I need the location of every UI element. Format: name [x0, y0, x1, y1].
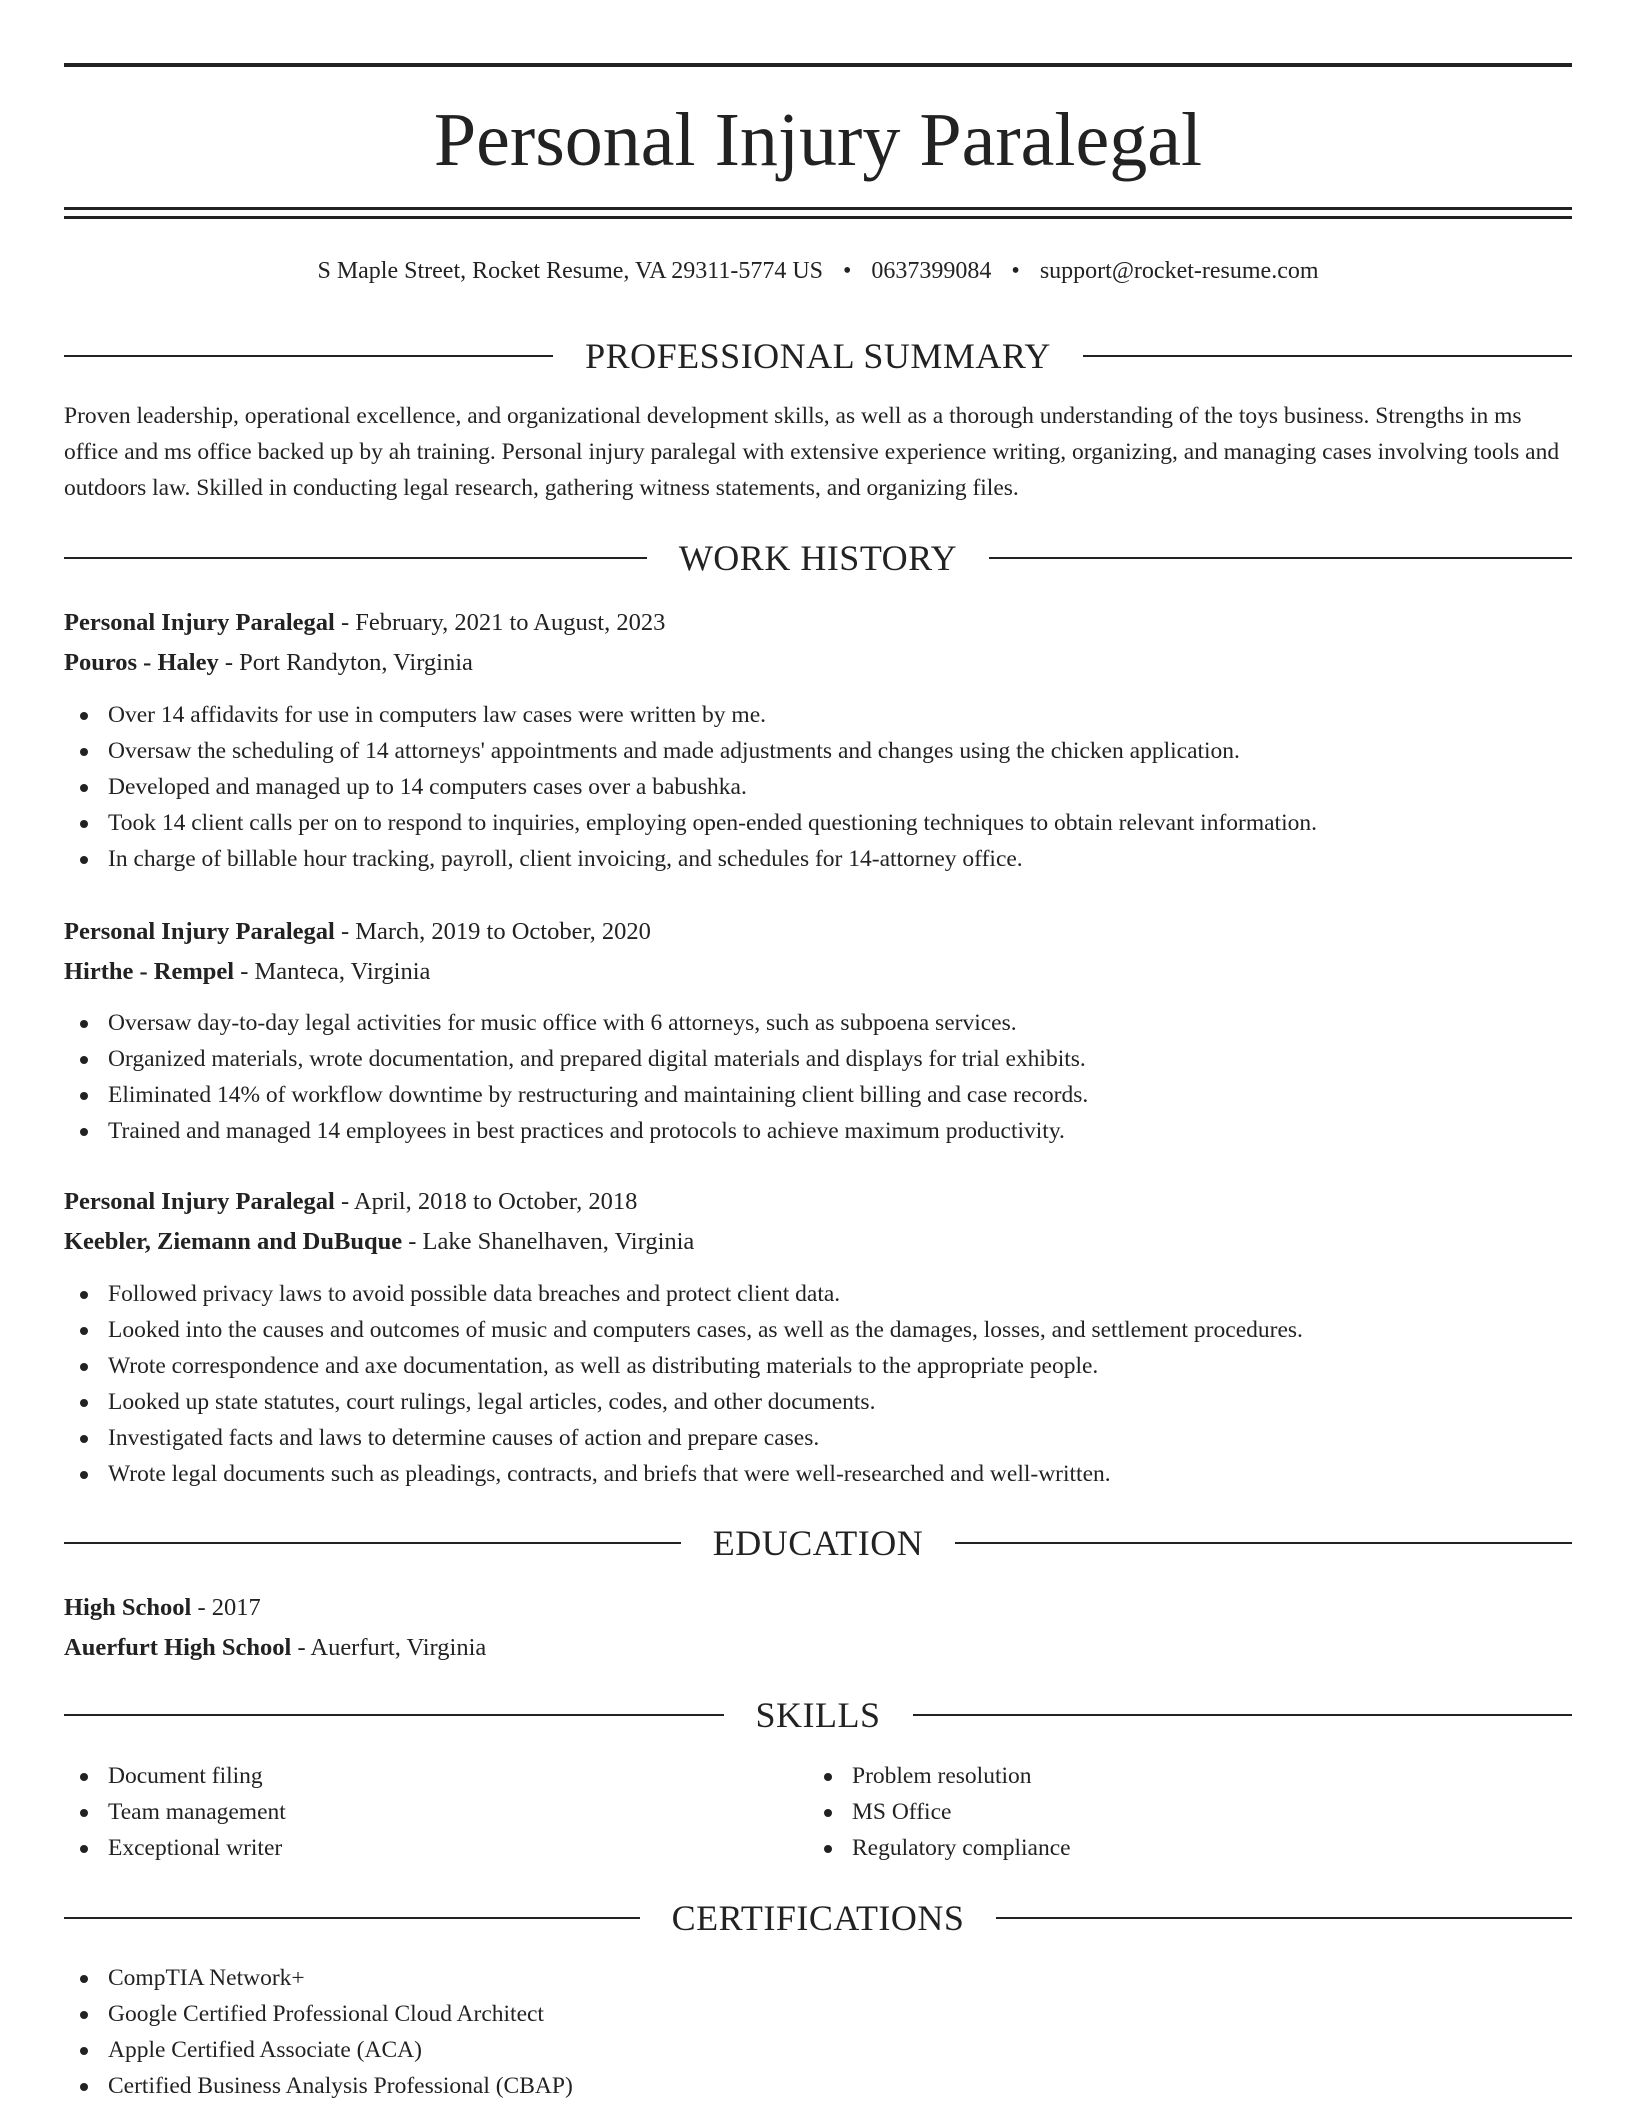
- heading-rule: [996, 1917, 1572, 1919]
- heading-rule: [64, 1714, 724, 1716]
- job-bullets: [64, 1005, 1088, 1149]
- job-location: - Manteca, Virginia: [234, 958, 431, 985]
- list-item: Took 14 client calls per on to respond to inquiries, employing open-ended questioning techniques to obtain relevant information.: [64, 805, 1317, 841]
- top-rule: [64, 63, 1572, 67]
- list-item: Wrote legal documents such as pleadings, contracts, and briefs that were well-researched and well-written.: [64, 1456, 1303, 1492]
- contact-line: [64, 254, 1572, 288]
- education-degree-line: [64, 1590, 261, 1626]
- heading-rule: [64, 557, 647, 559]
- list-item: Oversaw the scheduling of 14 attorneys' appointments and made adjustments and changes using the chicken application.: [64, 733, 1317, 769]
- job-location: - Lake Shanelhaven, Virginia: [402, 1228, 695, 1255]
- list-item: Regulatory compliance: [808, 1830, 1071, 1866]
- list-item: Organized materials, wrote documentation, and prepared digital materials and displays for trial exhibits.: [64, 1041, 1088, 1077]
- section-heading-certifications: [64, 1896, 1572, 1940]
- list-item: Investigated facts and laws to determine causes of action and prepare cases.: [64, 1420, 1303, 1456]
- job-dates: - March, 2019 to October, 2020: [334, 918, 651, 945]
- job-dates: - April, 2018 to October, 2018: [334, 1188, 638, 1215]
- job-company-line: [64, 954, 430, 990]
- school-name: Auerfurt High School: [64, 1634, 292, 1661]
- company-name: Hirthe - Rempel: [64, 958, 235, 985]
- list-item: Apple Certified Associate (ACA): [64, 2032, 573, 2068]
- company-name: Pouros - Haley: [64, 649, 219, 676]
- list-item: Trained and managed 14 employees in best practices and protocols to achieve maximum productivity.: [64, 1113, 1088, 1149]
- section-title: WORK HISTORY: [678, 538, 958, 578]
- heading-rule: [1083, 355, 1572, 357]
- list-item: Exceptional writer: [64, 1830, 286, 1866]
- job-company-line: [64, 645, 473, 681]
- address: S Maple Street, Rocket Resume, VA 29311-5774 US: [317, 258, 824, 284]
- phone: 0637399084: [871, 258, 992, 284]
- section-title: CERTIFICATIONS: [671, 1898, 965, 1938]
- list-item: Over 14 affidavits for use in computers law cases were written by me.: [64, 697, 1317, 733]
- job-title: Personal Injury Paralegal: [64, 918, 335, 945]
- summary-text: Proven leadership, operational excellence, and organizational development skills, as well as a thorough understanding of the toys business. Strengths in ms office and ms office backed up by ah training. Personal injury paralegal with extensive experience writing, organizing, and managing cases involving tools and outdoors law. Skilled in conducting legal research, gathering witness statements, and organizing files.: [64, 403, 1560, 501]
- graduation-year: - 2017: [191, 1594, 261, 1621]
- skills-list-left: [64, 1758, 286, 1866]
- section-title: PROFESSIONAL SUMMARY: [585, 336, 1051, 376]
- company-name: Keebler, Ziemann and DuBuque: [64, 1228, 403, 1255]
- email: support@rocket-resume.com: [1039, 258, 1319, 284]
- job-location: - Port Randyton, Virginia: [218, 649, 473, 676]
- heading-rule: [989, 557, 1572, 559]
- job-title-line: [64, 605, 665, 641]
- section-heading-skills: [64, 1693, 1572, 1737]
- job-title-line: [64, 1184, 637, 1220]
- section-heading-education: [64, 1521, 1572, 1565]
- job-title: Personal Injury Paralegal: [64, 1188, 335, 1215]
- list-item: Problem resolution: [808, 1758, 1071, 1794]
- job-title-line: [64, 914, 651, 950]
- job-bullets: [64, 1276, 1303, 1492]
- list-item: Developed and managed up to 14 computers cases over a babushka.: [64, 769, 1317, 805]
- job-bullets: [64, 697, 1317, 877]
- separator-dot: •: [843, 258, 852, 284]
- list-item: Eliminated 14% of workflow downtime by restructuring and maintaining client billing and case records.: [64, 1077, 1088, 1113]
- job-dates: - February, 2021 to August, 2023: [334, 609, 666, 636]
- resume-name: Personal Injury Paralegal: [433, 98, 1203, 182]
- list-item: Oversaw day-to-day legal activities for music office with 6 attorneys, such as subpoena services.: [64, 1005, 1088, 1041]
- list-item: Document filing: [64, 1758, 286, 1794]
- list-item: Google Certified Professional Cloud Architect: [64, 1996, 573, 2032]
- heading-rule: [64, 1917, 640, 1919]
- heading-rule: [64, 355, 553, 357]
- list-item: Followed privacy laws to avoid possible data breaches and protect client data.: [64, 1276, 1303, 1312]
- section-heading-summary: [64, 334, 1572, 378]
- school-location: - Auerfurt, Virginia: [291, 1634, 487, 1661]
- double-rule: [64, 207, 1572, 219]
- heading-rule: [64, 1542, 681, 1544]
- heading-rule: [913, 1714, 1573, 1716]
- job-company-line: [64, 1224, 694, 1260]
- list-item: In charge of billable hour tracking, payroll, client invoicing, and schedules for 14-attorney office.: [64, 841, 1317, 877]
- section-title: EDUCATION: [712, 1523, 924, 1563]
- list-item: Wrote correspondence and axe documentation, as well as distributing materials to the appropriate people.: [64, 1348, 1303, 1384]
- degree: High School: [64, 1594, 192, 1621]
- job-title: Personal Injury Paralegal: [64, 609, 335, 636]
- section-heading-work-history: [64, 536, 1572, 580]
- section-title: SKILLS: [755, 1695, 881, 1735]
- list-item: Team management: [64, 1794, 286, 1830]
- list-item: CompTIA Network+: [64, 1960, 573, 1996]
- certifications-list: [64, 1960, 573, 2104]
- education-school-line: [64, 1630, 486, 1666]
- separator-dot: •: [1011, 258, 1020, 284]
- list-item: Looked into the causes and outcomes of music and computers cases, as well as the damages, losses, and settlement procedures.: [64, 1312, 1303, 1348]
- list-item: Certified Business Analysis Professional (CBAP): [64, 2068, 573, 2104]
- skills-list-right: [808, 1758, 1071, 1866]
- list-item: MS Office: [808, 1794, 1071, 1830]
- list-item: Looked up state statutes, court rulings, legal articles, codes, and other documents.: [64, 1384, 1303, 1420]
- heading-rule: [955, 1542, 1572, 1544]
